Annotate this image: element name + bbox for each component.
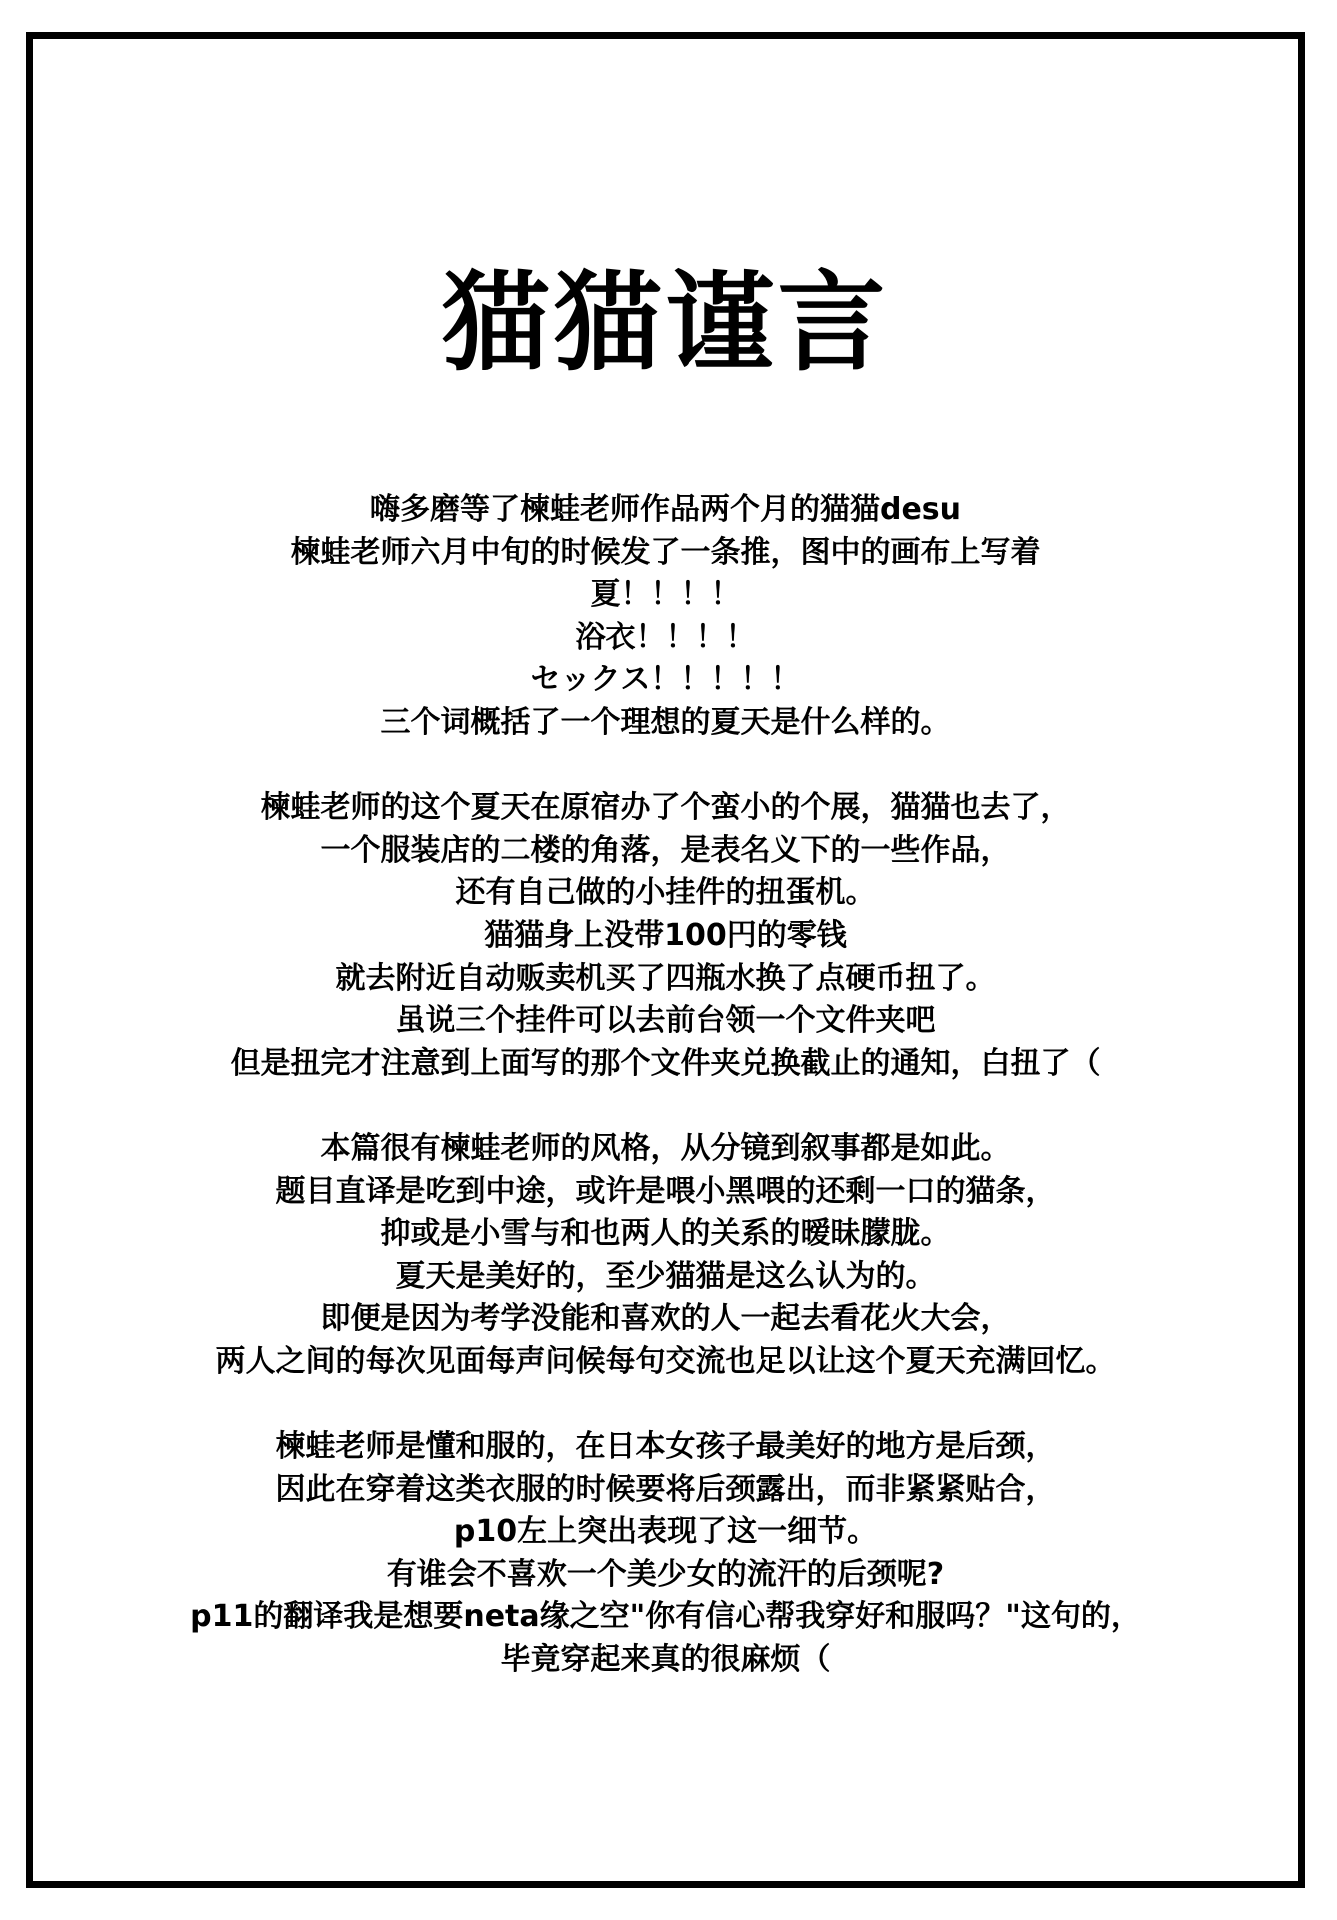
text-line: 嗨多磨等了楝蛙老师作品两个月的猫猫desu [369,492,962,527]
paragraph-gap [33,745,1298,788]
text-line: 题目直译是吃到中途，或许是喂小黑喂的还剩一口的猫条， [275,1173,1056,1209]
text-line: 抑或是小雪与和也两人的关系的暧昧朦胧。 [380,1216,951,1252]
text-line: 猫猫身上没带100円的零钱 [484,917,847,953]
text-line: 浴衣！！！！ [575,619,756,655]
text-line: 虽说三个挂件可以去前台领一个文件夹吧 [395,1003,936,1039]
text-line: p11的翻译我是想要neta缘之空"你有信心帮我穿好和服吗？"这句的， [190,1599,1141,1635]
page-border-frame [26,32,1305,1888]
text-line: 就去附近自动贩卖机买了四瓶水换了点硬币扭了。 [335,960,996,996]
text-line: 毕竟穿起来真的很麻烦（ [500,1642,831,1678]
text-line: 夏天是美好的，至少猫猫是这么认为的。 [395,1258,936,1294]
page-title: 猫猫谨言 [441,261,890,386]
paragraph-gap [33,1085,1298,1128]
text-line: 夏！！！！ [590,577,741,613]
body-text-block [33,489,1298,1682]
text-line: 楝蛙老师是懂和服的，在日本女孩子最美好的地方是后颈， [275,1429,1056,1465]
paragraph-gap [33,1383,1298,1426]
text-line: 即便是因为考学没能和喜欢的人一起去看花火大会， [320,1301,1011,1337]
text-line: 楝蛙老师六月中旬的时候发了一条推，图中的画布上写着 [290,534,1041,570]
text-line: 三个词概括了一个理想的夏天是什么样的。 [380,704,951,740]
text-line: 还有自己做的小挂件的扭蛋机。 [455,875,876,911]
text-line: 两人之间的每次见面每声问候每句交流也足以让这个夏天充满回忆。 [215,1343,1116,1379]
text-line: 因此在穿着这类衣服的时候要将后颈露出，而非紧紧贴合， [275,1471,1056,1507]
text-line: p10左上突出表现了这一细节。 [453,1514,878,1550]
text-line: セックス！！！！！ [530,662,801,698]
text-line: 一个服装店的二楼的角落，是表名义下的一些作品， [320,832,1011,868]
text-line: 有谁会不喜欢一个美少女的流汗的后颈呢? [386,1556,945,1592]
text-line: 但是扭完才注意到上面写的那个文件夹兑换截止的通知，白扭了（ [230,1045,1101,1081]
text-line: 本篇很有楝蛙老师的风格，从分镜到叙事都是如此。 [320,1130,1011,1166]
text-line: 楝蛙老师的这个夏天在原宿办了个蛮小的个展，猫猫也去了， [260,790,1071,826]
